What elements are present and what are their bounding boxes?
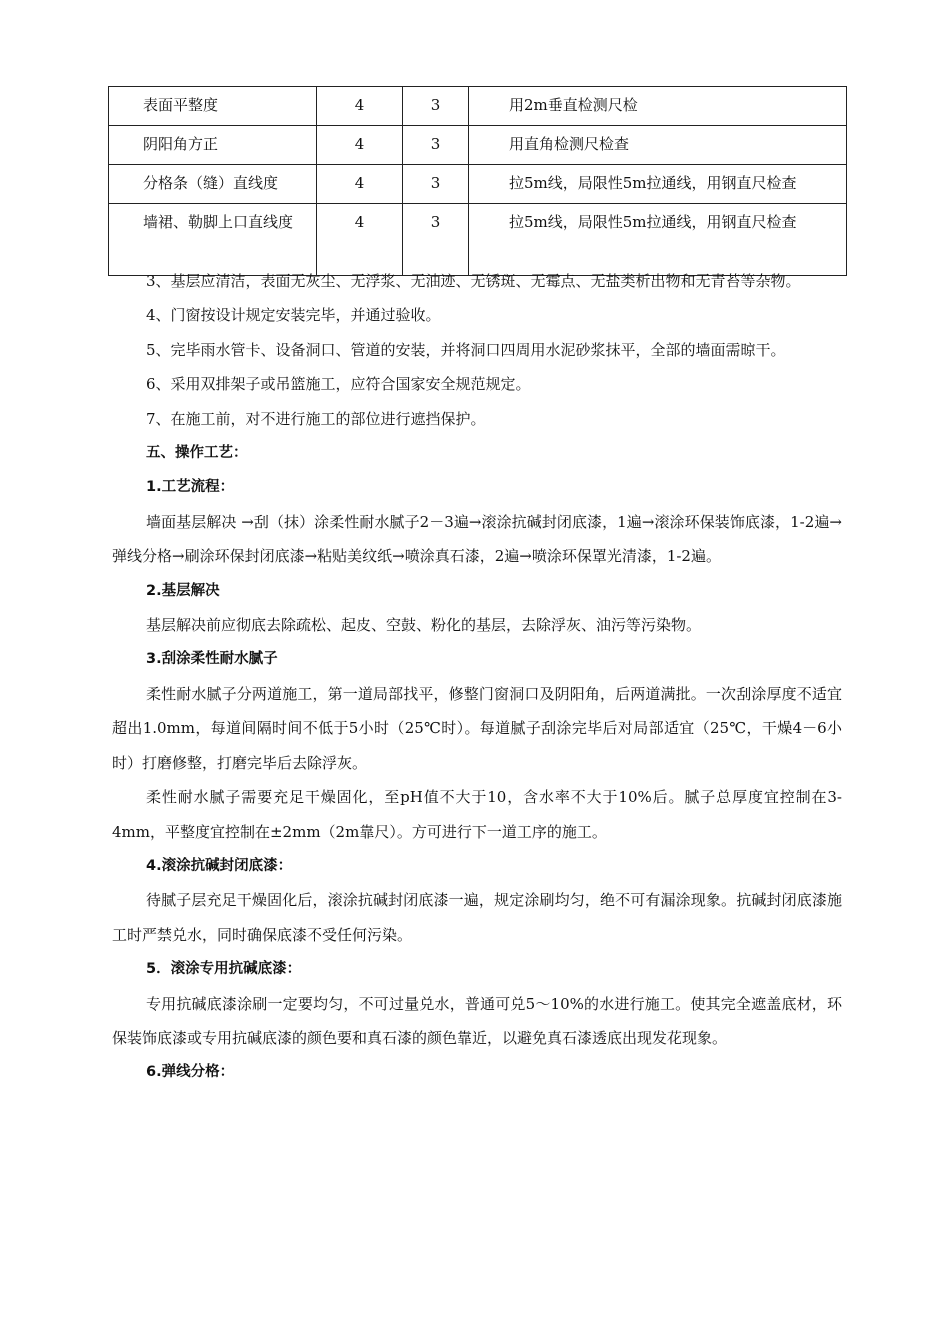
- method-cell: 拉5m线，局限性5m拉通线，用钢直尺检查: [469, 204, 847, 276]
- item-cell: 表面平整度: [109, 87, 317, 126]
- subsection-heading: 5．滚涂专用抗碱底漆：: [146, 961, 302, 978]
- paragraph: 柔性耐水腻子分两道施工，第一道局部找平，修整门窗洞口及阴阳角，后两道满批。一次刮涂厚度不适宜超出1.0mm，每道间隔时间不低于5小时（25℃时）。每道腻子刮涂完毕后对局部适宜（25℃，干燥4－6小时）打磨修整，打磨完毕后去除浮灰。: [112, 684, 842, 772]
- subsection-heading: 3.刮涂柔性耐水腻子: [146, 651, 278, 668]
- paragraph: 4、门窗按设计规定安装完毕，并通过验收。: [146, 306, 441, 325]
- subsection-heading: 2.基层解决: [146, 582, 220, 599]
- paragraph: 柔性耐水腻子需要充足干燥固化，至pH值不大于10，含水率不大于10%后。腻子总厚度宜控制在3-4mm，平整度宜控制在±2mm（2m靠尺）。方可进行下一道工序的施工。: [112, 788, 842, 841]
- paragraph: 3、基层应清洁，表面无灰尘、无浮浆、无油迹、无锈斑、无霉点、无盐类析出物和无青苔等杂物。: [146, 272, 801, 290]
- table-row: [109, 126, 847, 165]
- value-cell: 3: [403, 165, 469, 204]
- section-heading: 五、操作工艺：: [146, 445, 248, 462]
- value-cell: 3: [403, 87, 469, 126]
- method-cell: 拉5m线，局限性5m拉通线，用钢直尺检查: [469, 165, 847, 204]
- table-row: [109, 165, 847, 204]
- tolerance-table: [108, 86, 847, 276]
- value-cell: 3: [403, 204, 469, 276]
- paragraph: 墙面基层解决 →刮（抹）涂柔性耐水腻子2－3遍→滚涂抗碱封闭底漆，1遍→滚涂环保装饰底漆，1-2遍→弹线分格→刷涂环保封闭底漆→粘贴美纹纸→喷涂真石漆，2遍→喷涂环保罩光清漆，1-2遍。: [112, 512, 842, 566]
- paragraph: 基层解决前应彻底去除疏松、起皮、空鼓、粉化的基层，去除浮灰、油污等污染物。: [146, 616, 702, 635]
- paragraph: 待腻子层充足干燥固化后，滚涂抗碱封闭底漆一遍，规定涂刷均匀，绝不可有漏涂现象。抗碱封闭底漆施工时严禁兑水，同时确保底漆不受任何污染。: [112, 891, 842, 944]
- subsection-heading: 1.工艺流程：: [146, 479, 235, 496]
- body-text: [112, 264, 842, 1090]
- paragraph: 6、采用双排架子或吊篮施工，应符合国家安全规范规定。: [146, 375, 531, 394]
- paragraph: 7、在施工前，对不进行施工的部位进行遮挡保护。: [146, 409, 486, 428]
- subsection-heading: 6.弹线分格：: [146, 1064, 235, 1081]
- value-cell: 4: [317, 87, 403, 126]
- value-cell: 4: [317, 165, 403, 204]
- table-row: [109, 87, 847, 126]
- value-cell: 4: [317, 204, 403, 276]
- value-cell: 4: [317, 126, 403, 165]
- item-cell: 墙裙、勒脚上口直线度: [109, 204, 317, 276]
- method-cell: 用直角检测尺检查: [469, 126, 847, 165]
- subsection-heading: 4.滚涂抗碱封闭底漆：: [146, 857, 293, 874]
- value-cell: 3: [403, 126, 469, 165]
- method-cell: 用2m垂直检测尺检: [469, 87, 847, 126]
- item-cell: 阴阳角方正: [109, 126, 317, 165]
- paragraph: 5、完毕雨水管卡、设备洞口、管道的安装，并将洞口四周用水泥砂浆抹平，全部的墙面需晾干。: [146, 340, 786, 359]
- paragraph: 专用抗碱底漆涂刷一定要均匀，不可过量兑水，普通可兑5～10%的水进行施工。使其完全遮盖底材，环保装饰底漆或专用抗碱底漆的颜色要和真石漆的颜色靠近，以避免真石漆透底出现发花现象。: [112, 994, 842, 1047]
- item-cell: 分格条（缝）直线度: [109, 165, 317, 204]
